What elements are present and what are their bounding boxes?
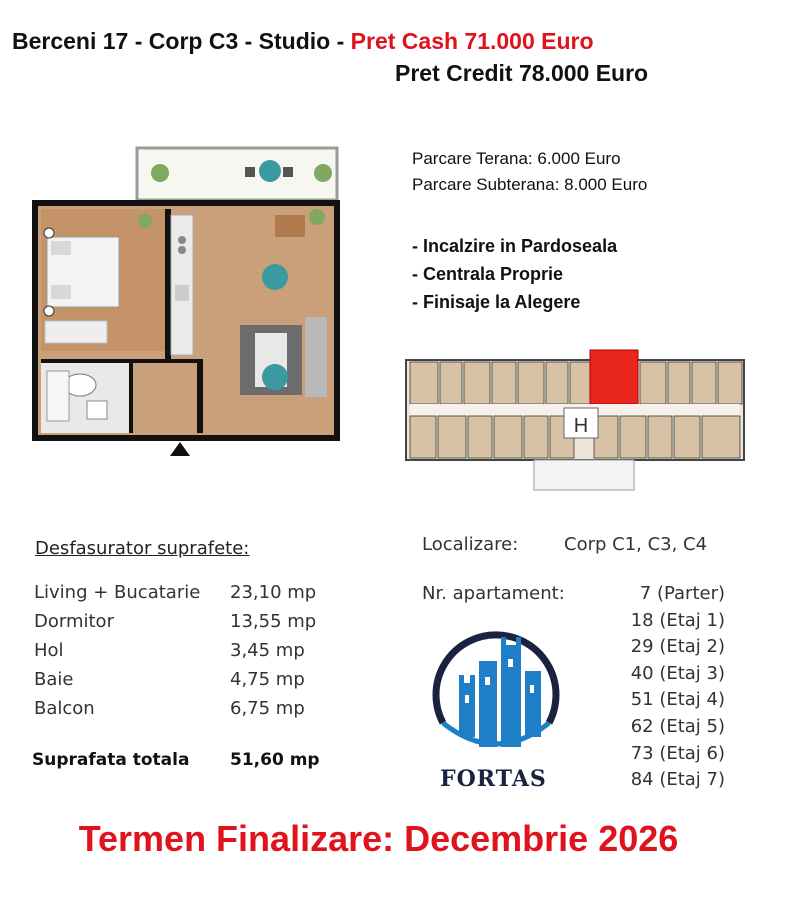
location — [422, 534, 762, 560]
area-label: Hol — [34, 640, 64, 661]
area-row — [34, 582, 334, 611]
apartment-number: 51 (Etaj 4) — [630, 689, 725, 711]
areas-table — [34, 582, 334, 727]
total-area-value: 51,60 mp — [230, 750, 320, 770]
total-area — [32, 750, 332, 774]
area-value: 6,75 mp — [230, 698, 305, 719]
apartment-number: 29 (Etaj 2) — [630, 636, 725, 658]
area-value: 3,45 mp — [230, 640, 305, 661]
parking-surface: Parcare Terana: 6.000 Euro — [412, 149, 621, 168]
area-row — [34, 698, 334, 727]
area-label: Living + Bucatarie — [34, 582, 201, 603]
apartment-number: 40 (Etaj 3) — [630, 662, 725, 684]
logo-text: FORTAS — [440, 766, 547, 792]
apartment-number: 84 (Etaj 7) — [630, 769, 725, 791]
area-value: 23,10 mp — [230, 582, 317, 603]
apartment-number-label: Nr. apartament: — [422, 583, 565, 604]
apartment-number: 73 (Etaj 6) — [630, 742, 725, 764]
location-label: Localizare: — [422, 534, 519, 555]
parking-underground: Parcare Subterana: 8.000 Euro — [412, 175, 648, 194]
parking-prices — [412, 146, 647, 198]
location-value: Corp C1, C3, C4 — [564, 534, 708, 555]
title-prefix: Berceni 17 - Corp C3 - Studio - — [12, 28, 351, 54]
area-value: 4,75 mp — [230, 669, 305, 690]
feature-item: - Finisaje la Alegere — [412, 292, 581, 312]
listing-title — [12, 28, 594, 55]
apartment-number: 18 (Etaj 1) — [630, 609, 725, 631]
features-list — [412, 232, 617, 316]
area-row — [34, 669, 334, 698]
credit-price: Pret Credit 78.000 Euro — [395, 60, 649, 86]
area-label: Baie — [34, 669, 74, 690]
area-label: Balcon — [34, 698, 95, 719]
apartment-number-list — [600, 583, 725, 796]
completion-deadline: Termen Finalizare: Decembrie 2026 — [78, 818, 679, 859]
apartment-number: 62 (Etaj 5) — [630, 715, 725, 737]
floor-plan — [25, 145, 350, 460]
area-row — [34, 640, 334, 669]
feature-item: - Incalzire in Pardoseala — [412, 236, 618, 256]
areas-title: Desfasurator suprafete: — [35, 538, 250, 559]
apartment-number: 7 (Parter) — [639, 583, 725, 604]
total-area-label: Suprafata totala — [32, 750, 190, 770]
cash-price: Pret Cash 71.000 Euro — [350, 28, 594, 54]
building-floor-map — [404, 342, 748, 492]
hall-label: H — [573, 415, 589, 437]
feature-item: - Centrala Proprie — [412, 264, 564, 284]
area-row — [34, 611, 334, 640]
area-label: Dormitor — [34, 611, 114, 632]
area-value: 13,55 mp — [230, 611, 317, 632]
